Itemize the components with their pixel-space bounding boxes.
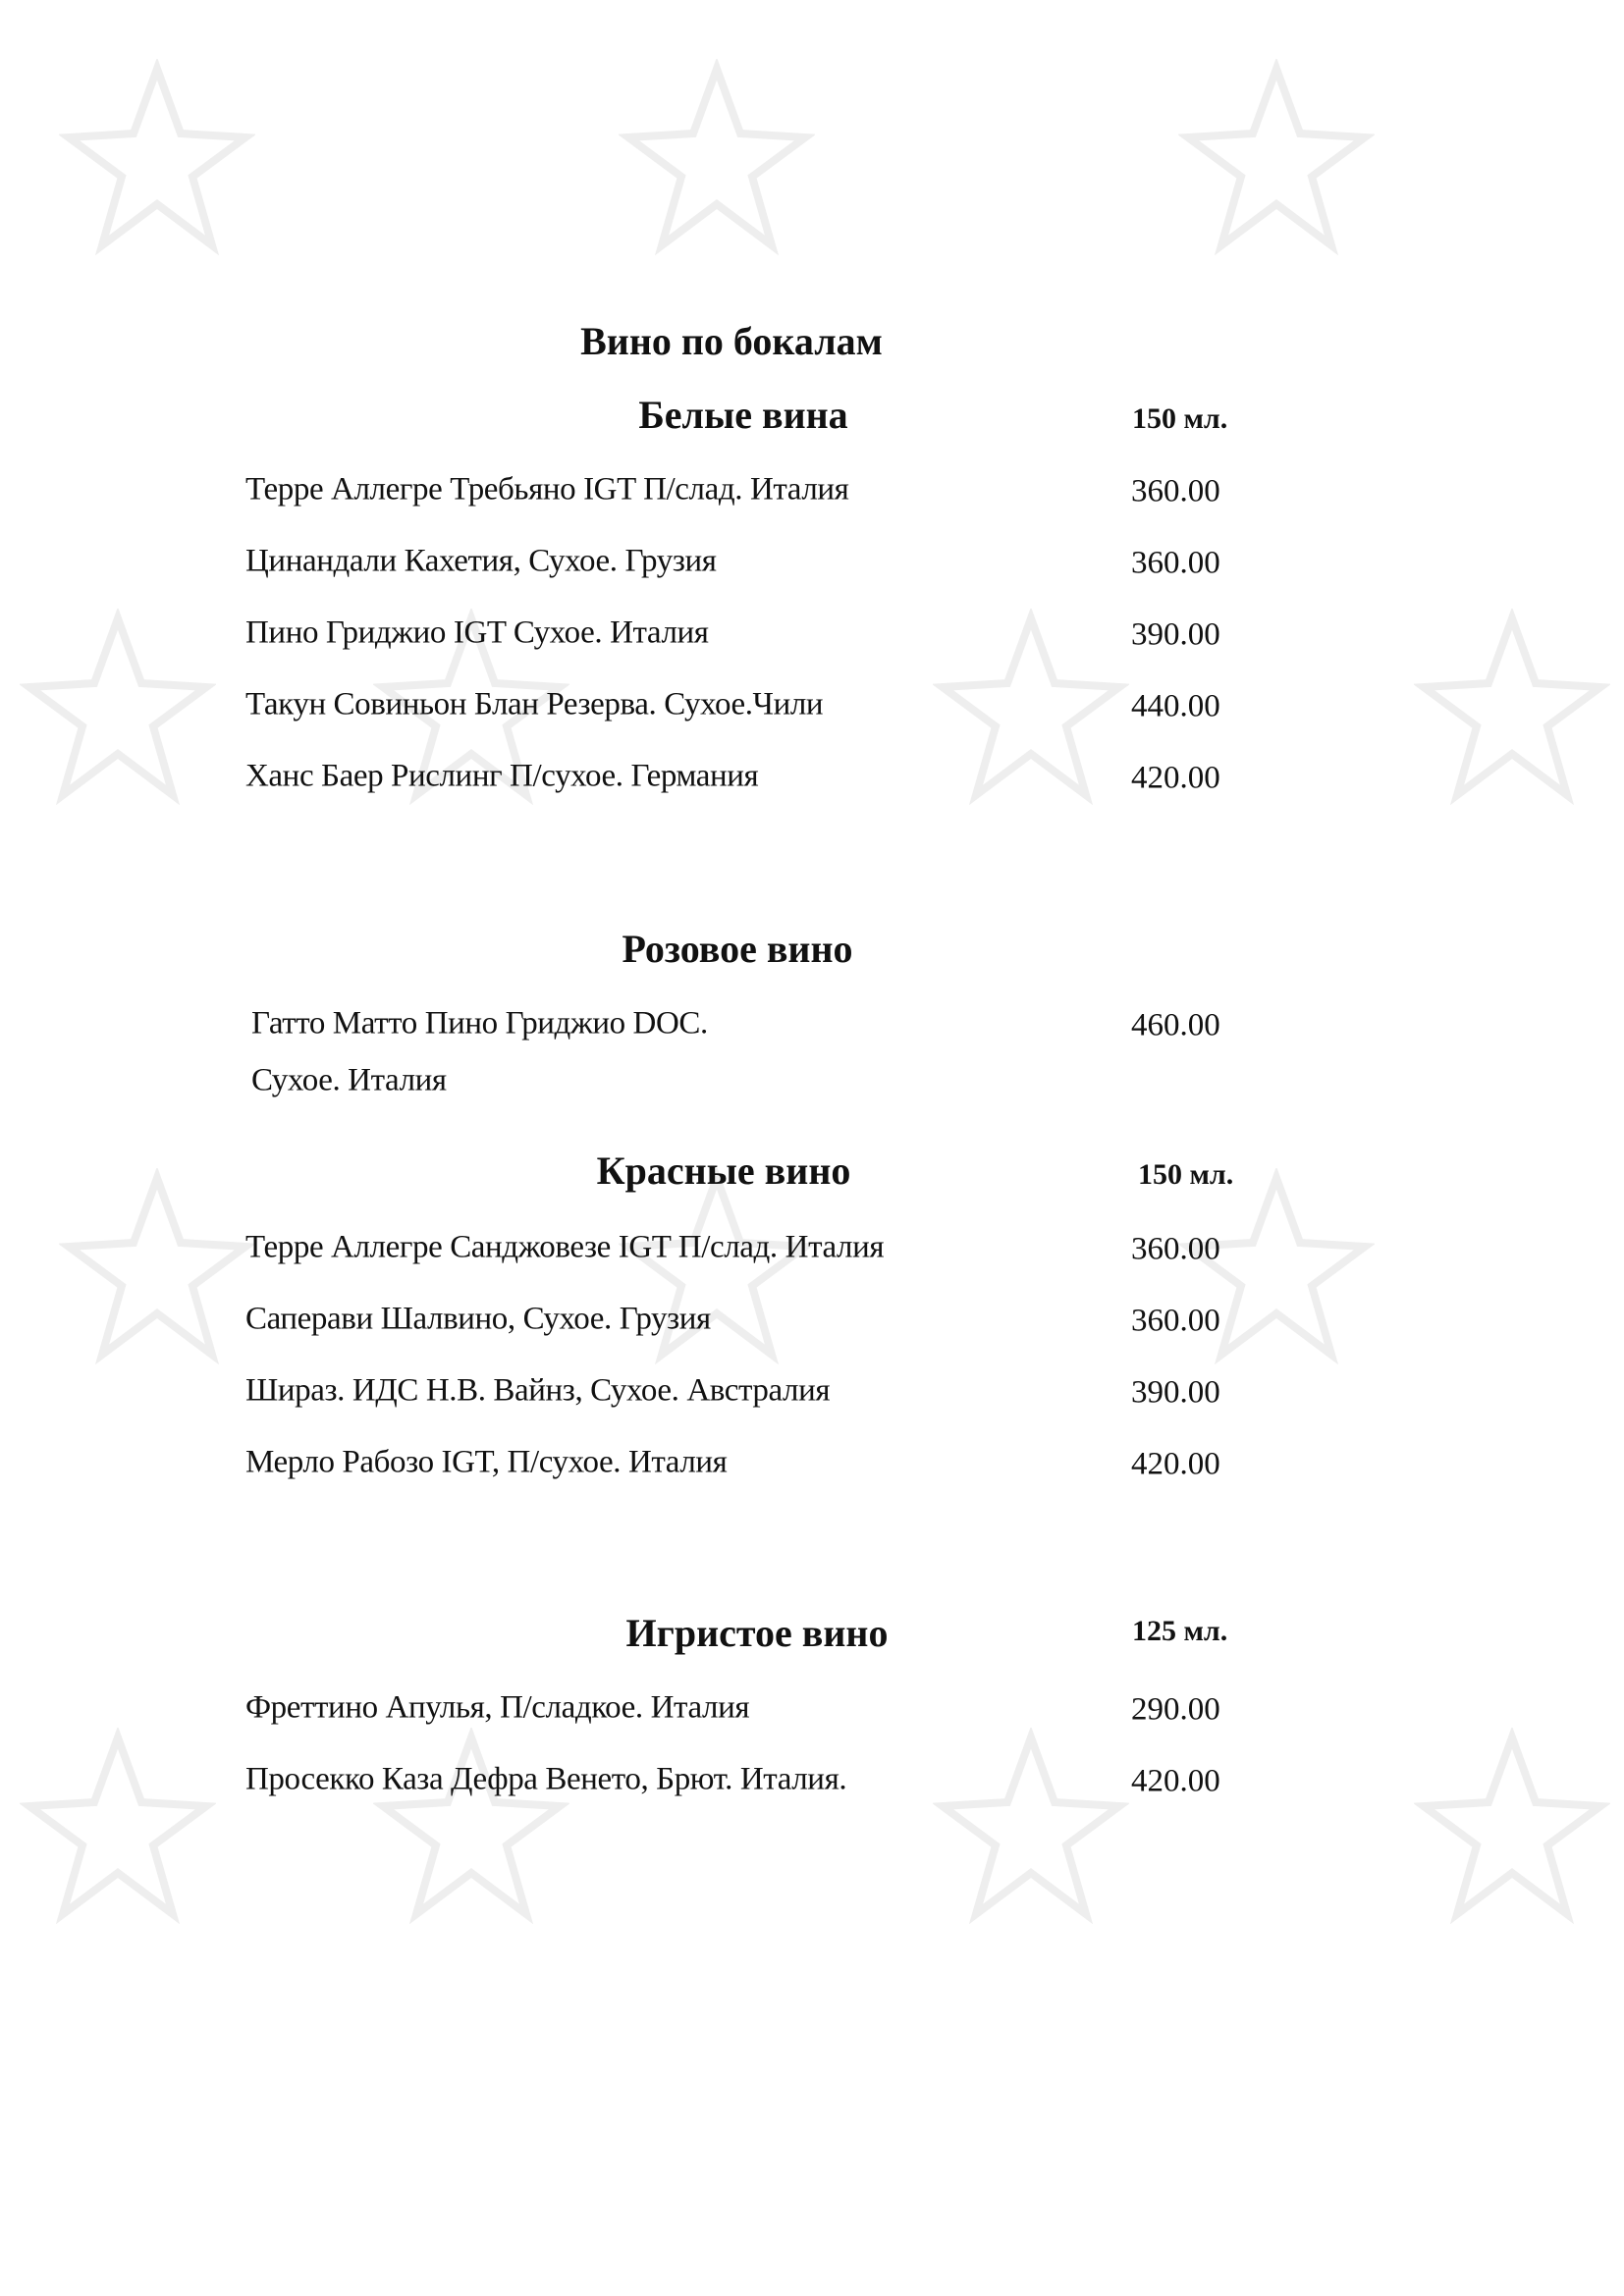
menu-item-price: 420.00 bbox=[1131, 760, 1220, 796]
menu-item-name: Шираз. ИДС Н.В. Вайнз, Сухое. Австралия bbox=[245, 1372, 831, 1409]
menu-item-name: Ханс Баер Рислинг П/сухое. Германия bbox=[245, 758, 759, 794]
restaurant-guru-logo-icon bbox=[933, 609, 1129, 805]
volume-label-sparkling: 125 мл. bbox=[1132, 1615, 1228, 1647]
menu-item-name: Гатто Матто Пино Гриджио DOC. bbox=[251, 1005, 708, 1041]
section-heading-red: Красные вино bbox=[596, 1148, 851, 1193]
menu-item-price: 360.00 bbox=[1131, 1231, 1220, 1267]
menu-item-name: Фреттино Апулья, П/сладкое. Италия bbox=[245, 1689, 750, 1726]
menu-item-name: Пино Гриджио IGT Сухое. Италия bbox=[245, 614, 709, 651]
menu-item-name: Цинандали Кахетия, Сухое. Грузия bbox=[245, 543, 717, 579]
section-heading-white: Белые вина bbox=[638, 393, 848, 437]
menu-item-price: 360.00 bbox=[1131, 1303, 1220, 1339]
restaurant-guru-logo-icon bbox=[373, 1728, 569, 1924]
restaurant-guru-logo-icon bbox=[20, 1728, 216, 1924]
menu-item-price: 290.00 bbox=[1131, 1691, 1220, 1728]
restaurant-guru-logo-icon bbox=[1414, 1728, 1610, 1924]
restaurant-guru-logo-icon bbox=[59, 1168, 255, 1364]
restaurant-guru-logo-icon bbox=[1178, 59, 1375, 255]
section-heading-sparkling: Игристое вино bbox=[625, 1611, 889, 1655]
volume-label-white: 150 мл. bbox=[1132, 402, 1228, 435]
restaurant-guru-logo-icon bbox=[1414, 609, 1610, 805]
page-title: Вино по бокалам bbox=[580, 319, 883, 363]
menu-item-name: Мерло Рабозо IGT, П/сухое. Италия bbox=[245, 1444, 728, 1480]
restaurant-guru-logo-icon bbox=[59, 59, 255, 255]
menu-item-price: 360.00 bbox=[1131, 473, 1220, 509]
menu-item-price: 390.00 bbox=[1131, 616, 1220, 653]
menu-item-price: 390.00 bbox=[1131, 1374, 1220, 1411]
menu-item-price: 420.00 bbox=[1131, 1763, 1220, 1799]
menu-item-name: Терре Аллегре Требьяно IGT П/слад. Италия bbox=[245, 471, 849, 507]
menu-item-price: 420.00 bbox=[1131, 1446, 1220, 1482]
section-heading-rose: Розовое вино bbox=[622, 927, 853, 971]
menu-item-name: Такун Совиньон Блан Резерва. Сухое.Чили bbox=[245, 686, 824, 722]
menu-item-name-line2: Сухое. Италия bbox=[251, 1062, 447, 1098]
menu-item-price: 440.00 bbox=[1131, 688, 1220, 724]
volume-label-red: 150 мл. bbox=[1138, 1158, 1234, 1191]
restaurant-guru-logo-icon bbox=[933, 1728, 1129, 1924]
menu-item-price: 360.00 bbox=[1131, 545, 1220, 581]
restaurant-guru-logo-icon bbox=[20, 609, 216, 805]
menu-item-name: Саперави Шалвино, Сухое. Грузия bbox=[245, 1301, 711, 1337]
menu-item-name: Терре Аллегре Санджовезе IGT П/слад. Италия bbox=[245, 1229, 885, 1265]
menu-item-name: Просекко Каза Дефра Венето, Брют. Италия. bbox=[245, 1761, 847, 1797]
restaurant-guru-logo-icon bbox=[619, 59, 815, 255]
menu-item-price: 460.00 bbox=[1131, 1007, 1220, 1043]
